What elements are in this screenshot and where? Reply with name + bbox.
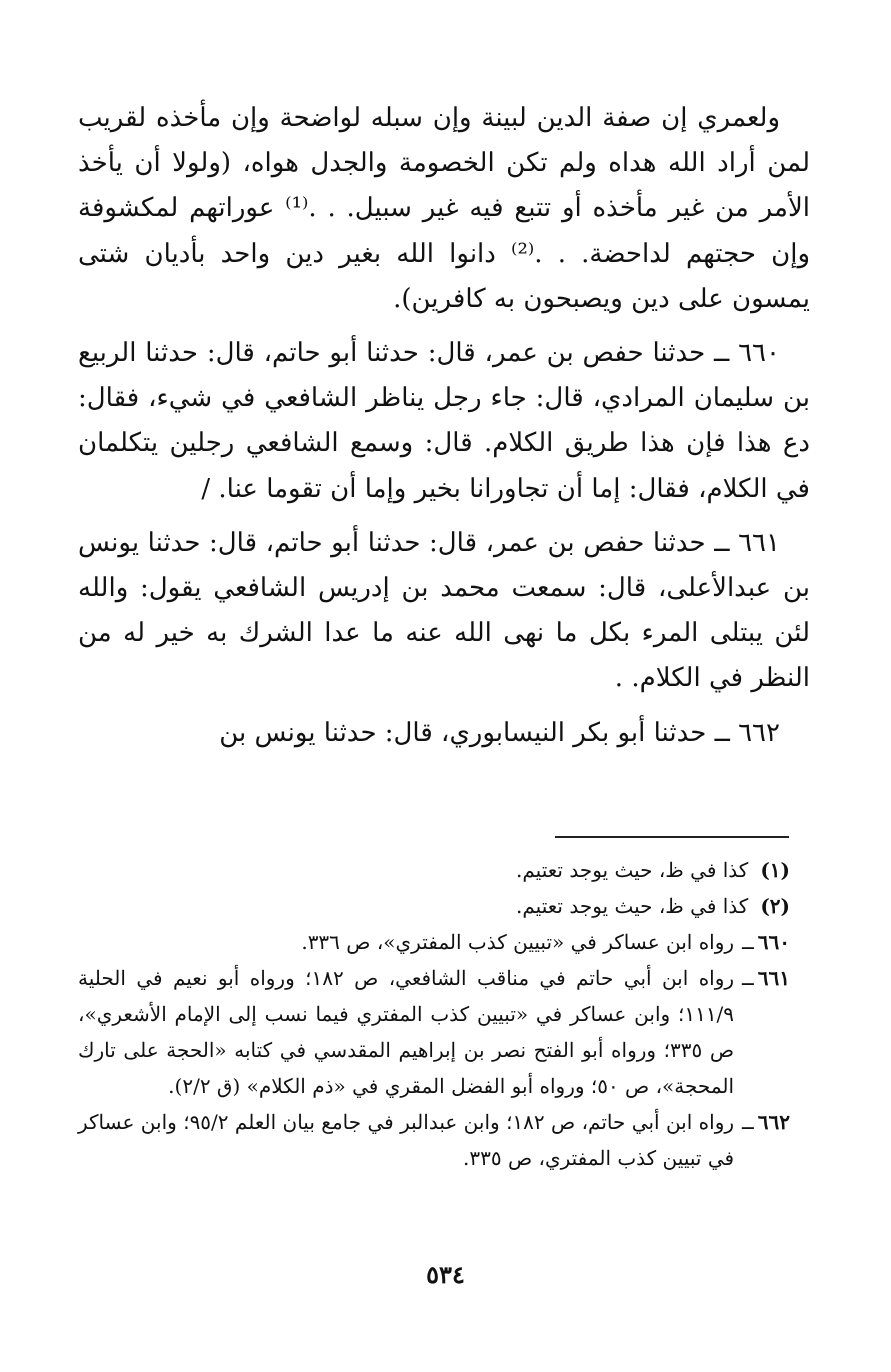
footnote-text: كذا في ظ، حيث يوجد تعتيم. — [516, 858, 749, 882]
footnote-separator — [555, 836, 789, 838]
footnote-item — [78, 888, 790, 924]
paragraph-660: ٦٦٠ ــ حدثنا حفص بن عمر، قال: حدثنا أبو حاتم، قال: حدثنا الربيع بن سليمان المرادي، قال: جاء رجل يناظر الشافعي في شيء، فقال: دع هذا فإن هذا طريق الكلام. قال: وسمع الشافعي رجلين يتكلمان في الكلام، فقال: إما أن تجاورانا بخير وإما أن تقوما عنا. / — [78, 338, 810, 504]
footnote-item — [78, 924, 790, 960]
paragraph-662: ٦٦٢ ــ حدثنا أبو بكر النيسابوري، قال: حدثنا يونس بن — [219, 717, 780, 748]
footnote-number: (٢) — [760, 894, 790, 918]
footnote-number: (١) — [760, 858, 790, 882]
footnote-item — [78, 960, 790, 1104]
footnote-text: رواه ابن عساكر في «تبيين كذب المفتري»، ص ٣٣٦. — [301, 930, 735, 954]
footnote-item — [78, 1104, 790, 1176]
paragraph-661: ٦٦١ ــ حدثنا حفص بن عمر، قال: حدثنا أبو حاتم، قال: حدثنا يونس بن عبدالأعلى، قال: سمعت محمد بن إدريس الشافعي يقول: والله لئن يبتلى المرء بكل ما نهى الله عنه ما عدا الشرك به خير له من النظر في الكلام. . — [78, 527, 810, 694]
footnote-item — [78, 852, 790, 888]
footnote-text: رواه ابن أبي حاتم، ص ١٨٢؛ وابن عبدالبر في جامع بيان العلم ٩٥/٢؛ وابن عساكر في تبيين كذب المفتري، ص ٣٣٥. — [78, 1110, 735, 1170]
footnote-number: ٦٦٠ — [757, 930, 790, 954]
footnote-number: ٦٦٢ — [757, 1110, 790, 1134]
footnote-number: ٦٦١ — [757, 966, 790, 990]
main-text — [78, 96, 810, 756]
footnote-text: كذا في ظ، حيث يوجد تعتيم. — [516, 894, 749, 918]
footnotes — [78, 852, 790, 1176]
footnote-dash: ــ — [742, 1110, 754, 1134]
footnote-text: رواه ابن أبي حاتم في مناقب الشافعي، ص ١٨٢؛ ورواه أبو نعيم في الحلية ١١١/٩؛ وابن عساكر في «تبيين كذب المفتري فيما نسب إلى الإمام الأشعري»، ص ٣٣٥؛ ورواه أبو الفتح نصر بن إبراهيم المقدسي في كتابه «الحجة على تارك المحجة»، ص ٥٠؛ ورواه أبو الفضل المقري في «ذم الكلام» (ق ٢/٢). — [78, 966, 735, 1098]
footnote-dash: ــ — [742, 966, 754, 990]
paragraph-intro: ولعمري إن صفة الدين لبينة وإن سبله لواضحة وإن مأخذه لقريب لمن أراد الله هداه ولم تكن الخصومة والجدل هواه، (ولولا أن يأخذ الأمر من غير مأخذه أو تتبع فيه غير سبيل. . .⁽¹⁾ عوراتهم لمكشوفة وإن حجتهم لداحضة. . .⁽²⁾ دانوا الله بغير دين واحد بأديان شتى يمسون على دين ويصبحون به كافرين). — [78, 103, 811, 314]
footnote-dash: ــ — [742, 930, 754, 954]
page-number: ٥٣٤ — [426, 1260, 465, 1289]
